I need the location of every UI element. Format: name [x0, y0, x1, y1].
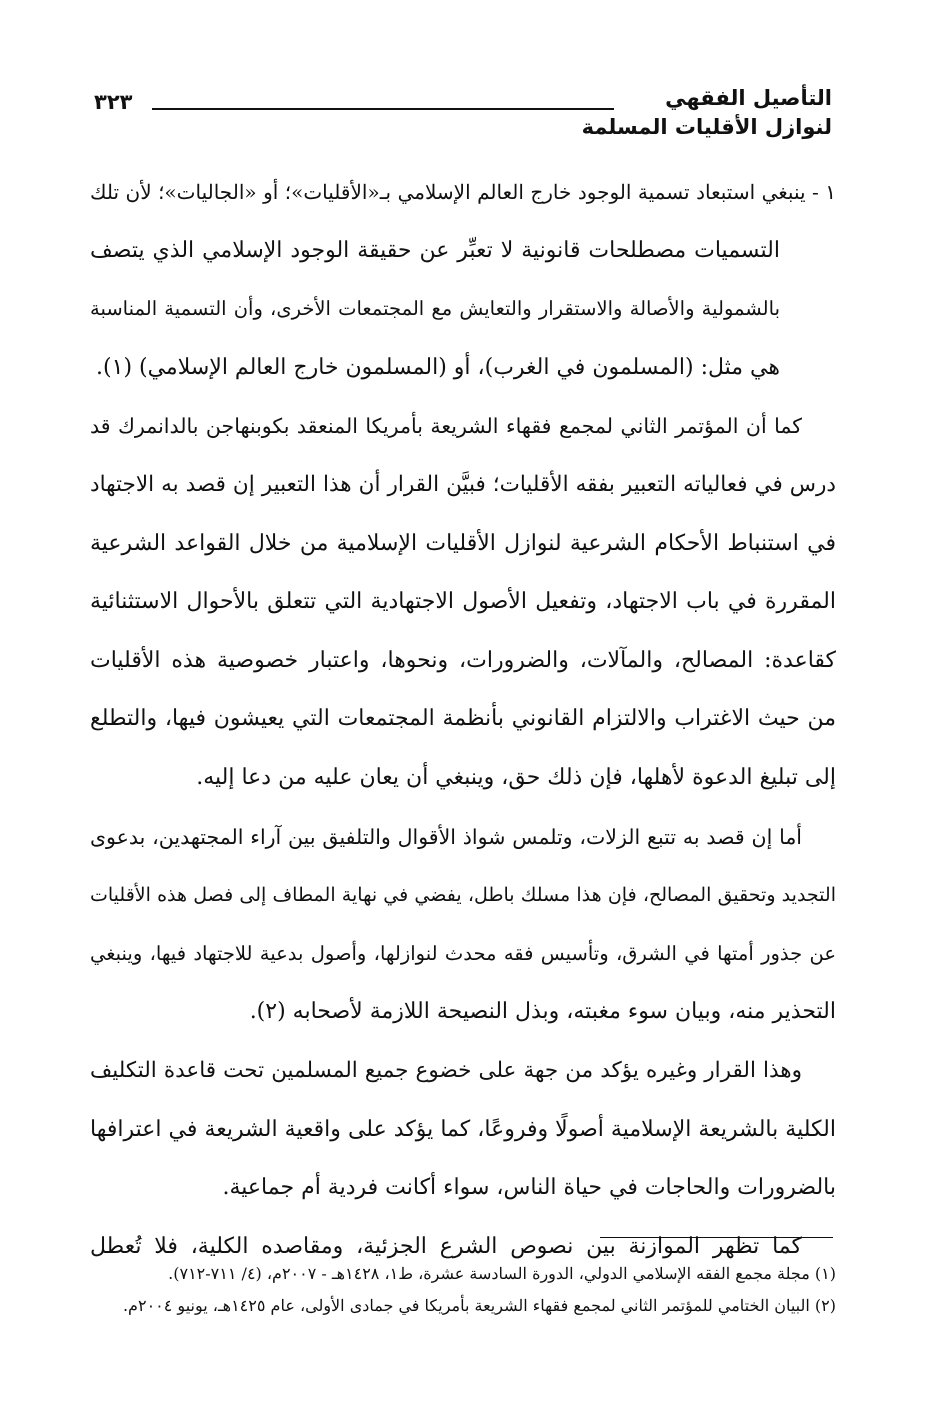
- text-line: الكلية بالشريعة الإسلامية أصولًا وفروعًا، كما يؤكد على واقعية الشريعة في اعترافها: [90, 1116, 836, 1142]
- text-line: أما إن قصد به تتبع الزلات، وتلمس شواذ الأقوال والتلفيق بين آراء المجتهدين، بدعوى: [90, 824, 802, 849]
- text-line: وهذا القرار وغيره يؤكد من جهة على خضوع جميع المسلمين تحت قاعدة التكليف: [90, 1057, 802, 1083]
- footnotes: [100, 1258, 836, 1322]
- body-text: [90, 163, 836, 1276]
- text-line: المقررة في باب الاجتهاد، وتفعيل الأصول الاجتهادية التي تتعلق بالأحوال الاستثنائية: [90, 589, 836, 615]
- header-title-line-1: التأصيل الفقهي: [665, 86, 832, 110]
- text-line: درس في فعالياته التعبير بفقه الأقليات؛ فبيَّن القرار أن هذا التعبير إن قصد به الاجتهاد: [90, 471, 836, 497]
- footnote: (٢) البيان الختامي للمؤتمر الثاني لمجمع فقهاء الشريعة بأمريكا في جمادى الأولى، عام ١٤٢٥هـ، يونيو ٢٠٠٤م.: [122, 1296, 836, 1315]
- text-line: التجديد وتحقيق المصالح، فإن هذا مسلك باطل، يفضي في نهاية المطاف إلى فصل هذه الأقليات: [90, 884, 836, 907]
- text-line: من حيث الاغتراب والالتزام القانوني بأنظمة المجتمعات التي يعيشون فيها، والتطلع: [90, 706, 836, 732]
- footnote: (١) مجلة مجمع الفقه الإسلامي الدولي، الدورة السادسة عشرة، ط١، ١٤٢٨هـ - ٢٠٠٧م، (٤/ ٧١١-٧١٢).: [168, 1264, 836, 1283]
- text-line: إلى تبليغ الدعوة لأهلها، فإن ذلك حق، وينبغي أن يعان عليه من دعا إليه.: [196, 764, 836, 790]
- text-line: التسميات مصطلحات قانونية لا تعبِّر عن حقيقة الوجود الإسلامي الذي يتصف: [90, 237, 780, 263]
- header-rule: [152, 108, 614, 110]
- footnote-separator: [600, 1237, 833, 1238]
- text-line: بالضرورات والحاجات في حياة الناس، سواء أكانت فردية أم جماعية.: [222, 1175, 836, 1201]
- text-line: كما أن المؤتمر الثاني لمجمع فقهاء الشريعة بأمريكا المنعقد بكوبنهاجن بالدانمرك قد: [90, 414, 802, 439]
- header-title-line-2: لنوازل الأقليات المسلمة: [581, 115, 832, 139]
- text-line: كما تظهر الموازنة بين نصوص الشرع الجزئية، ومقاصده الكلية، فلا تُعطل: [90, 1233, 802, 1259]
- text-line: بالشمولية والأصالة والاستقرار والتعايش مع المجتمعات الأخرى، وأن التسمية المناسبة: [90, 297, 780, 321]
- text-line: عن جذور أمتها في الشرق، وتأسيس فقه محدث لنوازلها، وأصول بدعية للاجتهاد فيها، وينبغي: [90, 941, 836, 965]
- text-line: التحذير منه، وبيان سوء مغبته، وبذل النصيحة اللازمة لأصحابه (٢).: [249, 999, 836, 1025]
- text-line: كقاعدة: المصالح، والمآلات، والضرورات، ونحوها، واعتبار خصوصية هذه الأقليات: [90, 647, 836, 673]
- text-line: ١ - ينبغي استبعاد تسمية الوجود خارج العالم الإسلامي بـ«الأقليات»؛ أو «الجاليات»؛ لأن تلك: [90, 180, 836, 204]
- text-line: في استنباط الأحكام الشرعية لنوازل الأقليات الإسلامية من خلال القواعد الشرعية: [90, 530, 836, 556]
- running-header-title: [581, 84, 832, 142]
- text-line: هي مثل: (المسلمون في الغرب)، أو (المسلمون خارج العالم الإسلامي) (١).: [96, 354, 780, 380]
- page-number: ٣٢٣: [94, 90, 133, 114]
